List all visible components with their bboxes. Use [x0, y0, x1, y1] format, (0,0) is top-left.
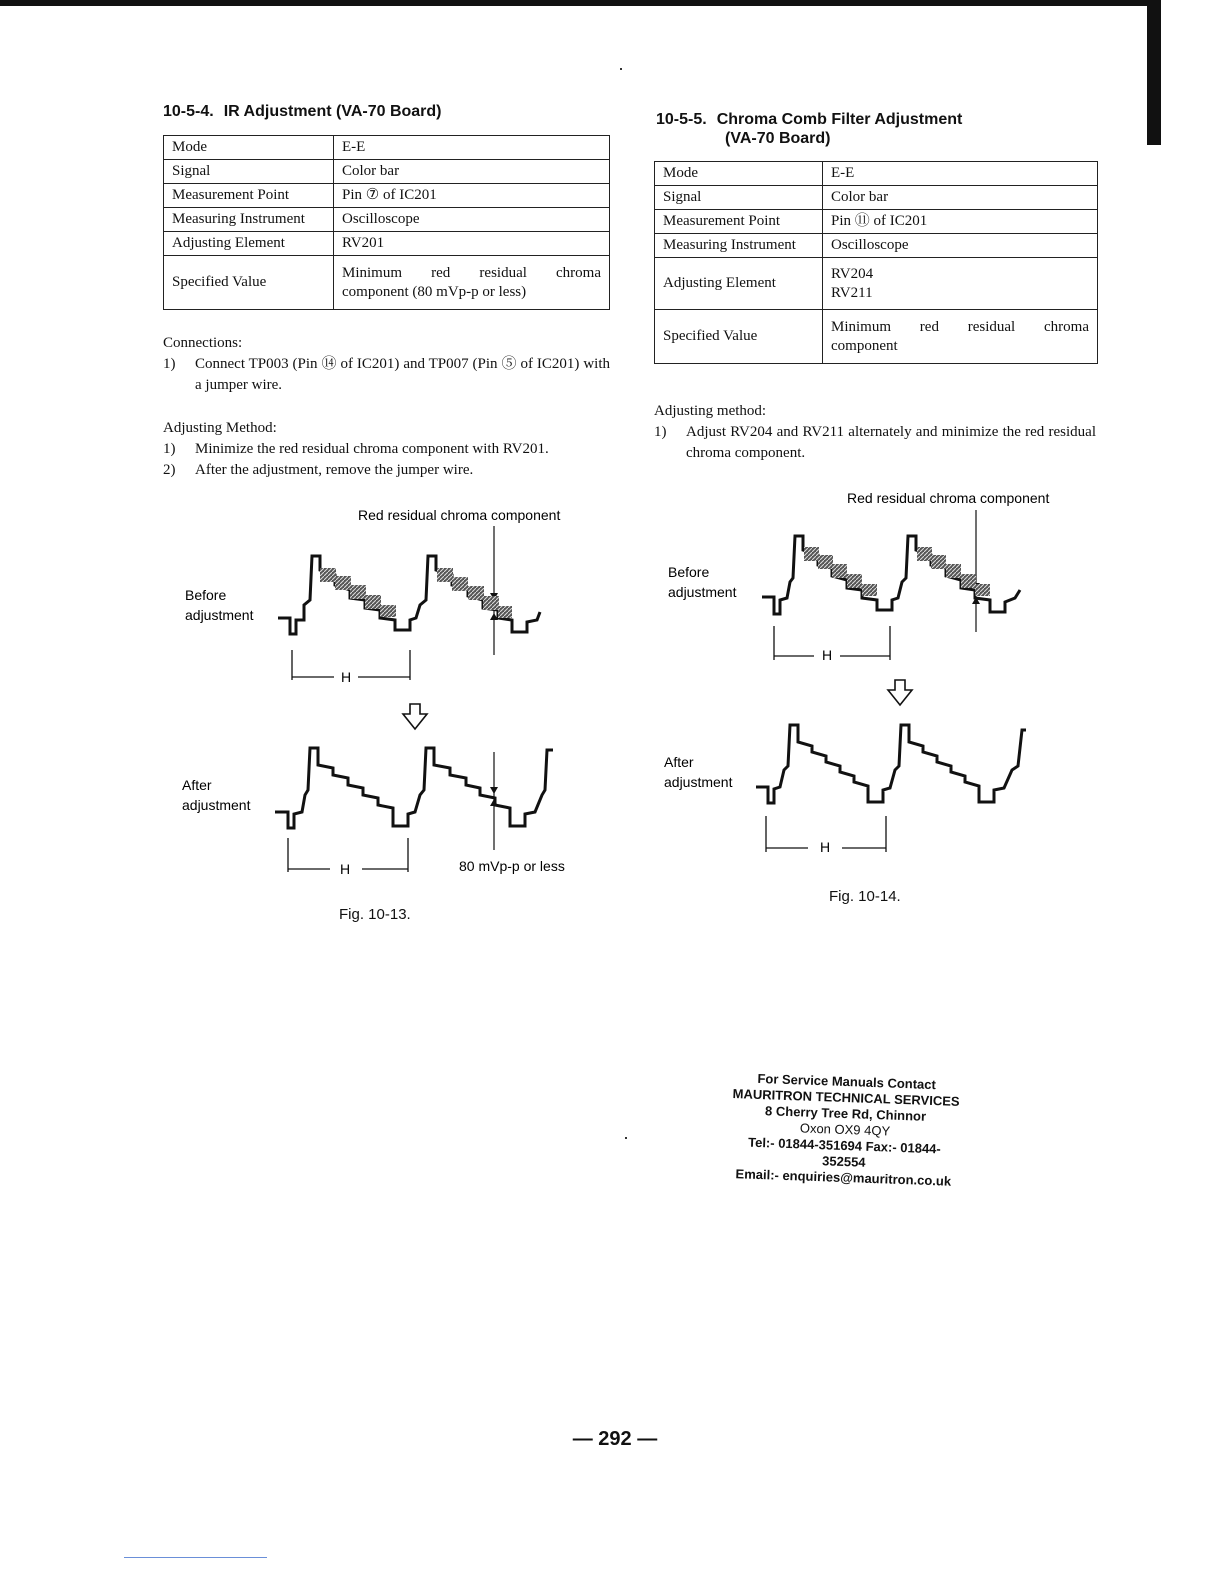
left-figure-caption: Fig. 10-13.: [339, 906, 411, 923]
table-value-line: Minimum red residual chroma: [342, 264, 601, 281]
bottom-rule: [124, 1557, 267, 1558]
table-value-line: RV204: [831, 265, 874, 282]
right-section-number: 10-5-5.: [656, 111, 707, 128]
table-row: [655, 258, 1098, 310]
table-key: Adjusting Element: [655, 258, 823, 310]
table-value-line: component (80 mVp-p or less): [342, 283, 527, 300]
hatch-block: [961, 574, 976, 588]
hatch-block: [483, 596, 499, 610]
hatch-block: [804, 547, 819, 561]
right-adjusting-method: [654, 401, 1096, 464]
contact-line: Email:- enquiries@mauritron.co.uk: [735, 1166, 952, 1189]
table-value: Pin ⑦ of IC201: [334, 184, 610, 208]
hatch-block: [452, 577, 468, 591]
table-value-line: component: [831, 337, 898, 354]
before-waveform: [762, 536, 1020, 614]
table-key: Specified Value: [655, 310, 823, 364]
hatch-block: [818, 555, 833, 569]
hatch-block: [335, 576, 351, 590]
hatch-block: [847, 574, 862, 588]
contact-stamp: [728, 1070, 962, 1190]
hatch-block: [917, 547, 932, 561]
connections-label: Connections:: [163, 335, 243, 351]
method-label: Adjusting method:: [654, 403, 767, 419]
right-figure-caption: Fig. 10-14.: [829, 888, 901, 905]
contact-line: For Service Manuals Contact: [757, 1070, 937, 1093]
list-number: 1): [163, 441, 176, 457]
table-row: [655, 210, 1098, 234]
arrow-head: [490, 787, 498, 794]
hatch-block: [862, 584, 877, 596]
table-value: Pin ⑪ of IC201: [823, 210, 1098, 234]
before-label: adjustment: [185, 607, 254, 623]
table-value: RV201: [334, 232, 610, 256]
list-number: 2): [163, 462, 176, 478]
list-text: Connect TP003 (Pin ⑭ of IC201) and TP007 (Pin ⑤ of IC201) with a jumper wire.: [195, 356, 610, 393]
table-value: Color bar: [334, 160, 610, 184]
before-waveform: [278, 556, 540, 634]
left-callout-text: Red residual chroma component: [358, 507, 561, 523]
list-text: After the adjustment, remove the jumper wire.: [195, 462, 474, 478]
after-waveform: [756, 725, 1026, 803]
contact-line: 8 Cherry Tree Rd, Chinnor: [764, 1103, 927, 1124]
table-value: Color bar: [823, 186, 1098, 210]
hatch-block: [350, 585, 366, 599]
hatch-block: [946, 564, 961, 578]
down-arrow-icon: [888, 680, 912, 705]
table-key: Measurement Point: [164, 184, 334, 208]
hatch-block: [320, 568, 336, 582]
table-key: Measurement Point: [655, 210, 823, 234]
hatch-block: [365, 595, 381, 609]
list-number: 1): [163, 356, 176, 372]
right-section-heading: [656, 110, 962, 148]
left-section-number: 10-5-4.: [163, 103, 214, 120]
before-label: adjustment: [668, 584, 737, 600]
after-label: After: [182, 777, 212, 793]
right-section-subtitle: (VA-70 Board): [725, 130, 831, 147]
list-item: [654, 422, 1096, 464]
table-key: Specified Value: [164, 256, 334, 310]
table-key: Adjusting Element: [164, 232, 334, 256]
spec-value-label: 80 mVp-p or less: [459, 858, 565, 874]
method-label: Adjusting Method:: [163, 420, 277, 436]
table-value: Oscilloscope: [334, 208, 610, 232]
hatch-block: [437, 568, 453, 582]
hatch-block: [931, 555, 946, 569]
after-label: adjustment: [664, 774, 733, 790]
h-label: H: [820, 839, 831, 855]
table-key: Measuring Instrument: [655, 234, 823, 258]
table-value: [823, 310, 1098, 364]
table-value: E-E: [334, 136, 610, 160]
table-value: E-E: [823, 162, 1098, 186]
table-row: [655, 234, 1098, 258]
after-label: adjustment: [182, 797, 251, 813]
list-text: Minimize the red residual chroma component with RV201.: [195, 441, 549, 457]
list-text: Adjust RV204 and RV211 alternately and minimize the red residual chroma component.: [686, 424, 1096, 461]
hatch-block: [468, 586, 484, 600]
h-label: H: [822, 647, 833, 663]
before-label: Before: [185, 587, 227, 603]
table-row: [655, 186, 1098, 210]
h-label: H: [340, 861, 351, 877]
table-row: [655, 162, 1098, 186]
table-key: Signal: [655, 186, 823, 210]
hatch-block: [498, 606, 512, 618]
table-value: Oscilloscope: [823, 234, 1098, 258]
h-label: H: [341, 669, 352, 685]
table-value: [823, 258, 1098, 310]
down-arrow-icon: [403, 704, 427, 729]
table-key: Mode: [655, 162, 823, 186]
right-section-title: Chroma Comb Filter Adjustment: [716, 111, 963, 128]
hatch-block: [975, 584, 990, 596]
table-key: Measuring Instrument: [164, 208, 334, 232]
table-key: Signal: [164, 160, 334, 184]
after-label: After: [664, 754, 694, 770]
contact-line: MAURITRON TECHNICAL SERVICES: [732, 1086, 960, 1109]
table-row: [655, 310, 1098, 364]
after-waveform: [275, 748, 553, 828]
contact-line: Oxon OX9 4QY: [799, 1120, 891, 1139]
table-value-line: Minimum red residual chroma: [831, 318, 1089, 335]
arrow-head: [490, 799, 498, 806]
right-callout-text: Red residual chroma component: [847, 490, 1050, 506]
before-label: Before: [668, 564, 710, 580]
list-number: 1): [654, 424, 667, 440]
hatch-block: [832, 564, 847, 578]
left-section-title: IR Adjustment (VA-70 Board): [223, 103, 442, 120]
page-number: — 292 —: [572, 1428, 658, 1450]
hatch-block: [380, 605, 396, 617]
contact-line: Tel:- 01844-351694 Fax:- 01844-352554: [747, 1134, 942, 1170]
table-key: Mode: [164, 136, 334, 160]
table-value-line: RV211: [831, 284, 873, 301]
right-spec-table: [654, 161, 1098, 364]
